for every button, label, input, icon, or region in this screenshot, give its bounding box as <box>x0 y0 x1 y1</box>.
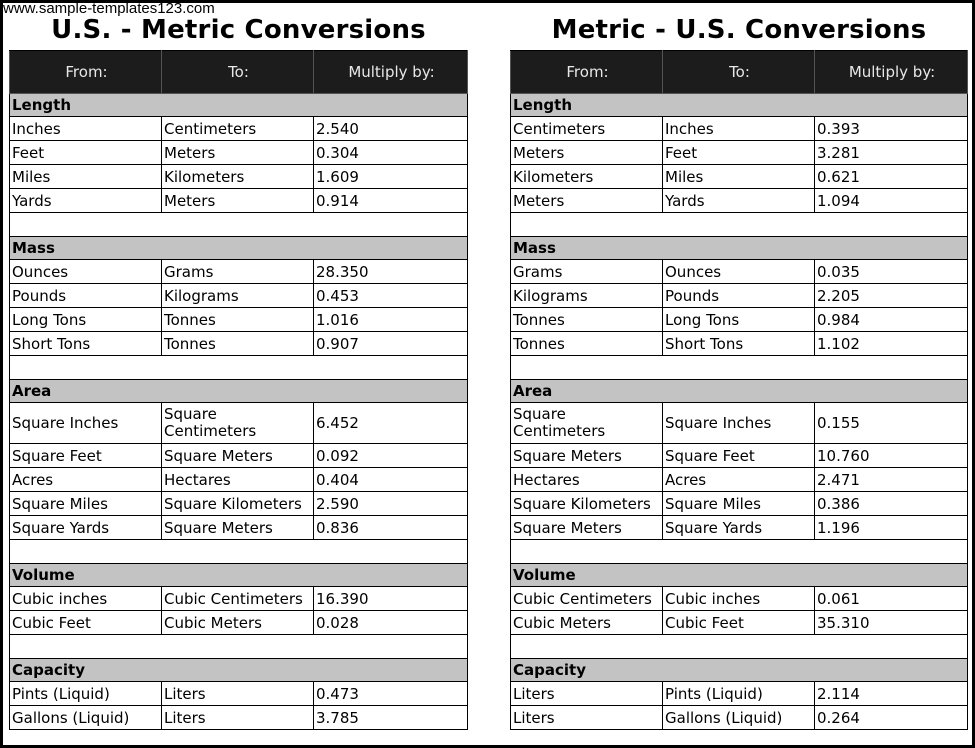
factor-cell: 28.350 <box>314 260 468 284</box>
to-cell: Square Centimeters <box>162 403 314 444</box>
to-cell: Square Miles <box>663 492 815 516</box>
section-header <box>10 380 468 403</box>
to-cell: Square Inches <box>663 403 815 444</box>
section-header <box>10 564 468 587</box>
factor-cell: 0.984 <box>815 308 968 332</box>
to-cell: Cubic inches <box>663 587 815 611</box>
spacer-row <box>511 356 968 380</box>
spacer-row <box>10 635 468 659</box>
to-cell: Acres <box>663 468 815 492</box>
section-header <box>511 380 968 403</box>
factor-cell: 0.473 <box>314 682 468 706</box>
to-cell: Long Tons <box>663 308 815 332</box>
spacer-row <box>511 213 968 237</box>
section-title: Length <box>511 94 968 117</box>
section-title: Length <box>10 94 468 117</box>
from-cell: Grams <box>511 260 663 284</box>
from-cell: Feet <box>10 141 162 165</box>
from-cell: Cubic Feet <box>10 611 162 635</box>
spacer-cell <box>511 635 968 659</box>
table-row <box>511 516 968 540</box>
from-cell: Tonnes <box>511 308 663 332</box>
from-cell: Tonnes <box>511 332 663 356</box>
table-row <box>511 260 968 284</box>
section-header <box>511 564 968 587</box>
to-cell: Pounds <box>663 284 815 308</box>
factor-cell: 0.028 <box>314 611 468 635</box>
panel-title: Metric - U.S. Conversions <box>551 15 927 45</box>
table-row <box>10 468 468 492</box>
table-row <box>10 587 468 611</box>
to-cell: Miles <box>663 165 815 189</box>
from-cell: Meters <box>511 141 663 165</box>
table-row <box>10 706 468 730</box>
to-cell: Feet <box>663 141 815 165</box>
factor-cell: 0.061 <box>815 587 968 611</box>
to-cell: Inches <box>663 117 815 141</box>
table-row <box>511 189 968 213</box>
to-cell: Meters <box>162 189 314 213</box>
column-header-to: To: <box>663 51 815 94</box>
header-row <box>10 51 468 94</box>
to-cell: Yards <box>663 189 815 213</box>
spacer-row <box>10 356 468 380</box>
factor-cell: 3.281 <box>815 141 968 165</box>
from-cell: Square Feet <box>10 444 162 468</box>
to-cell: Short Tons <box>663 332 815 356</box>
to-cell: Gallons (Liquid) <box>663 706 815 730</box>
table-row <box>10 165 468 189</box>
section-header <box>10 659 468 682</box>
from-cell: Square Meters <box>511 516 663 540</box>
factor-cell: 1.016 <box>314 308 468 332</box>
from-cell: Acres <box>10 468 162 492</box>
to-cell: Meters <box>162 141 314 165</box>
spacer-row <box>10 540 468 564</box>
factor-cell: 1.102 <box>815 332 968 356</box>
table-row <box>10 403 468 444</box>
factor-cell: 0.304 <box>314 141 468 165</box>
from-cell: Square Miles <box>10 492 162 516</box>
factor-cell: 0.914 <box>314 189 468 213</box>
from-cell: Yards <box>10 189 162 213</box>
section-title: Area <box>511 380 968 403</box>
factor-cell: 0.404 <box>314 468 468 492</box>
section-header <box>511 94 968 117</box>
factor-cell: 1.609 <box>314 165 468 189</box>
header-row <box>511 51 968 94</box>
table-row <box>511 141 968 165</box>
factor-cell: 0.907 <box>314 332 468 356</box>
section-title: Mass <box>511 237 968 260</box>
factor-cell: 2.590 <box>314 492 468 516</box>
factor-cell: 0.621 <box>815 165 968 189</box>
table-row <box>511 611 968 635</box>
table-row <box>10 492 468 516</box>
metric-to-us-panel <box>510 3 968 730</box>
to-cell: Liters <box>162 682 314 706</box>
table-row <box>10 308 468 332</box>
table-row <box>10 444 468 468</box>
conversion-table <box>9 50 468 730</box>
factor-cell: 10.760 <box>815 444 968 468</box>
section-title: Volume <box>10 564 468 587</box>
factor-cell: 0.264 <box>815 706 968 730</box>
from-cell: Square Kilometers <box>511 492 663 516</box>
to-cell: Cubic Centimeters <box>162 587 314 611</box>
from-cell: Square Meters <box>511 444 663 468</box>
spacer-cell <box>511 213 968 237</box>
table-row <box>10 284 468 308</box>
to-cell: Tonnes <box>162 308 314 332</box>
table-row <box>10 117 468 141</box>
from-cell: Inches <box>10 117 162 141</box>
from-cell: Liters <box>511 706 663 730</box>
factor-cell: 0.836 <box>314 516 468 540</box>
table-row <box>511 587 968 611</box>
to-cell: Kilograms <box>162 284 314 308</box>
to-cell: Centimeters <box>162 117 314 141</box>
spacer-cell <box>10 356 468 380</box>
table-row <box>511 682 968 706</box>
table-row <box>511 444 968 468</box>
section-header <box>511 237 968 260</box>
column-header-to: To: <box>162 51 314 94</box>
table-row <box>511 284 968 308</box>
factor-cell: 0.092 <box>314 444 468 468</box>
from-cell: Short Tons <box>10 332 162 356</box>
table-row <box>10 516 468 540</box>
to-cell: Square Meters <box>162 444 314 468</box>
to-cell: Kilometers <box>162 165 314 189</box>
from-cell: Square Centimeters <box>511 403 663 444</box>
column-header-factor: Multiply by: <box>314 51 468 94</box>
from-cell: Kilometers <box>511 165 663 189</box>
column-header-factor: Multiply by: <box>815 51 968 94</box>
spacer-row <box>511 540 968 564</box>
to-cell: Pints (Liquid) <box>663 682 815 706</box>
section-header <box>10 94 468 117</box>
section-title: Mass <box>10 237 468 260</box>
factor-cell: 35.310 <box>815 611 968 635</box>
table-row <box>511 706 968 730</box>
spacer-cell <box>10 540 468 564</box>
table-row <box>511 117 968 141</box>
factor-cell: 0.155 <box>815 403 968 444</box>
to-cell: Cubic Feet <box>663 611 815 635</box>
spacer-row <box>10 213 468 237</box>
from-cell: Square Yards <box>10 516 162 540</box>
from-cell: Pounds <box>10 284 162 308</box>
section-title: Capacity <box>511 659 968 682</box>
spacer-cell <box>10 635 468 659</box>
factor-cell: 0.453 <box>314 284 468 308</box>
to-cell: Square Kilometers <box>162 492 314 516</box>
factor-cell: 2.540 <box>314 117 468 141</box>
table-row <box>10 611 468 635</box>
from-cell: Kilograms <box>511 284 663 308</box>
to-cell: Hectares <box>162 468 314 492</box>
to-cell: Cubic Meters <box>162 611 314 635</box>
section-title: Area <box>10 380 468 403</box>
from-cell: Liters <box>511 682 663 706</box>
from-cell: Square Inches <box>10 403 162 444</box>
table-row <box>10 189 468 213</box>
spacer-cell <box>10 213 468 237</box>
table-row <box>10 682 468 706</box>
from-cell: Gallons (Liquid) <box>10 706 162 730</box>
table-row <box>10 141 468 165</box>
from-cell: Cubic Centimeters <box>511 587 663 611</box>
from-cell: Cubic inches <box>10 587 162 611</box>
factor-cell: 1.094 <box>815 189 968 213</box>
factor-cell: 0.393 <box>815 117 968 141</box>
from-cell: Hectares <box>511 468 663 492</box>
factor-cell: 3.785 <box>314 706 468 730</box>
from-cell: Long Tons <box>10 308 162 332</box>
spacer-cell <box>511 540 968 564</box>
from-cell: Centimeters <box>511 117 663 141</box>
from-cell: Miles <box>10 165 162 189</box>
table-row <box>511 403 968 444</box>
factor-cell: 2.471 <box>815 468 968 492</box>
from-cell: Meters <box>511 189 663 213</box>
to-cell: Liters <box>162 706 314 730</box>
section-header <box>511 659 968 682</box>
us-to-metric-panel <box>9 3 468 730</box>
spacer-cell <box>511 356 968 380</box>
from-cell: Ounces <box>10 260 162 284</box>
factor-cell: 0.386 <box>815 492 968 516</box>
factor-cell: 16.390 <box>314 587 468 611</box>
to-cell: Tonnes <box>162 332 314 356</box>
factor-cell: 1.196 <box>815 516 968 540</box>
from-cell: Cubic Meters <box>511 611 663 635</box>
section-title: Volume <box>511 564 968 587</box>
to-cell: Square Yards <box>663 516 815 540</box>
column-header-from: From: <box>511 51 663 94</box>
factor-cell: 6.452 <box>314 403 468 444</box>
section-title: Capacity <box>10 659 468 682</box>
conversion-table <box>510 50 968 730</box>
to-cell: Grams <box>162 260 314 284</box>
factor-cell: 0.035 <box>815 260 968 284</box>
to-cell: Square Feet <box>663 444 815 468</box>
table-row <box>10 332 468 356</box>
section-header <box>10 237 468 260</box>
table-row <box>511 165 968 189</box>
factor-cell: 2.205 <box>815 284 968 308</box>
spacer-row <box>511 635 968 659</box>
factor-cell: 2.114 <box>815 682 968 706</box>
panel-title: U.S. - Metric Conversions <box>51 15 426 45</box>
column-header-from: From: <box>10 51 162 94</box>
table-row <box>10 260 468 284</box>
table-row <box>511 468 968 492</box>
table-row <box>511 332 968 356</box>
to-cell: Ounces <box>663 260 815 284</box>
to-cell: Square Meters <box>162 516 314 540</box>
table-row <box>511 492 968 516</box>
watermark: www.sample-templates123.com <box>3 0 215 17</box>
table-row <box>511 308 968 332</box>
from-cell: Pints (Liquid) <box>10 682 162 706</box>
